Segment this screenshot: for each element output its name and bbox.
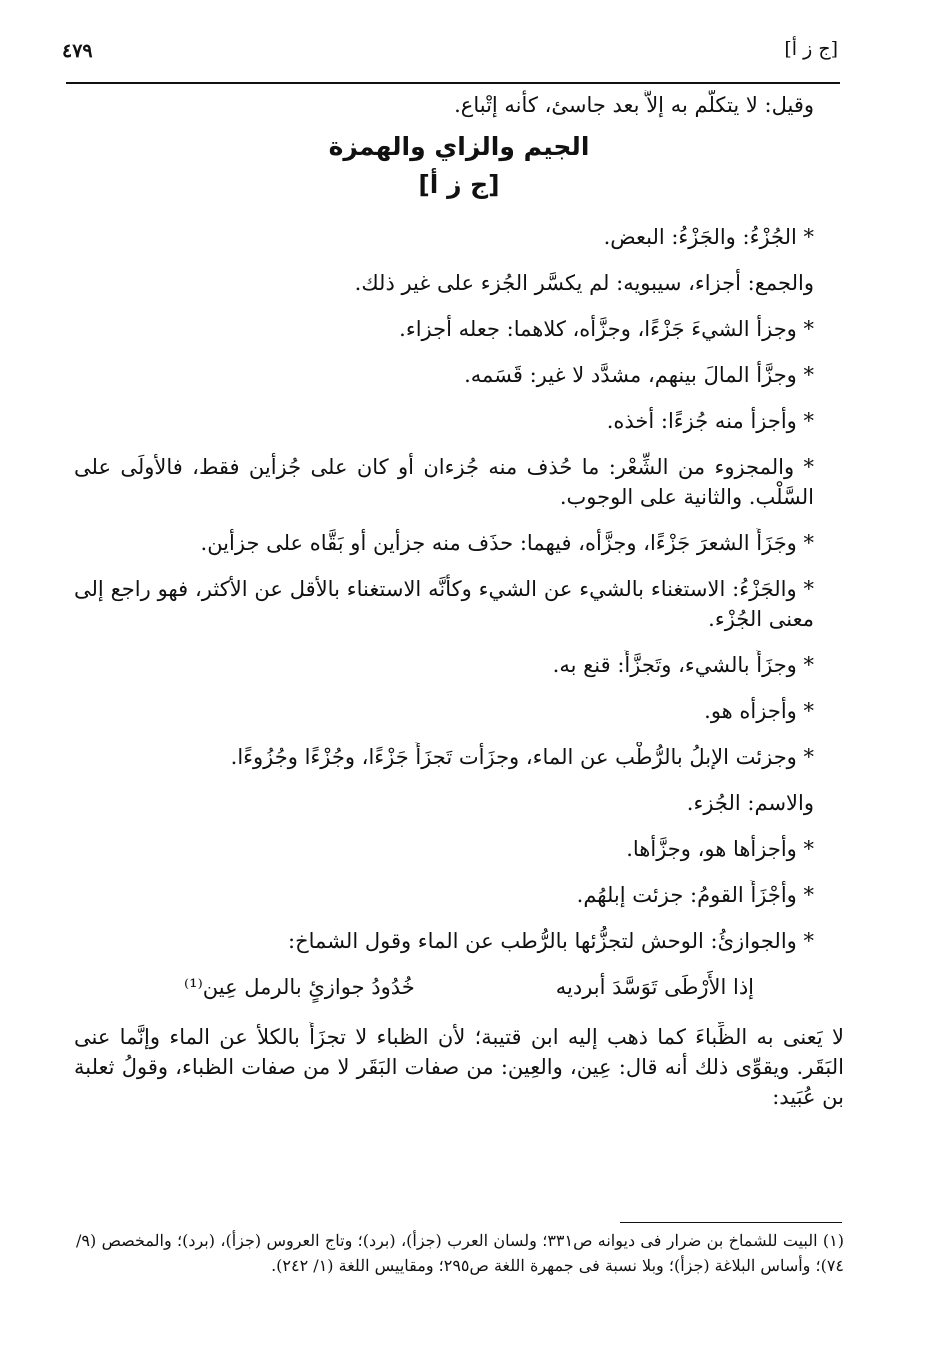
- entry-line: * وأجزأه هو.: [704, 699, 814, 723]
- entry-line: * وأجزأها هو، وجزَّأها.: [626, 837, 814, 861]
- footnote-rule: [620, 1222, 842, 1223]
- entry-paragraph: * والمجزوء من الشِّعْر: ما حُذف منه جُزءان أو كان على جُزأين فقط، فالأولَى على السَّلْب. والثانية على الوجوب.: [74, 455, 814, 509]
- main-text: [74, 90, 844, 1128]
- running-head: [ج ز أ]: [784, 38, 838, 60]
- entry-paragraph: لا يَعنى به الظِّباءَ كما ذهب إليه ابن قتيبة؛ لأن الظباء لا تجزَأُ بالكلأ عن الماء وإنَّما عنى البَقَر. ويقوِّى ذلك أنه قال: عِين، والعِين: من صفات البَقَر لا من صفات الظباء، وقولُ ثعلبة بن عُبَيد:: [74, 1025, 844, 1109]
- text-line: وقيل: لا يتكلَّم به إلاَّ بعد جاسئ، كأنه إتْباع.: [454, 93, 814, 117]
- entry-line: * الجُزْءُ: والجَزْءُ: البعض.: [603, 225, 814, 249]
- entry-line: * وجزَأَ بالشيء، وتَجزَّأَ: قنع به.: [552, 653, 814, 677]
- entry-paragraph: * والجَزْءُ: الاستغناء بالشيء عن الشيء وكأنَّه الاستغناء بالأقل عن الأكثر، فهو راجع إلى معنى الجُزْء.: [74, 577, 814, 631]
- section-title: الجيم والزاي والهمزة: [328, 132, 590, 161]
- verse-second-hemistich: خُدُودُ جوازئٍ بالرمل عِين⁽¹⁾: [184, 975, 415, 999]
- entry-line: * وجزَّأ المالَ بينهم، مشدَّد لا غير: قَسَمه.: [464, 363, 814, 387]
- entry-line: والاسم: الجُزء.: [686, 791, 814, 815]
- entry-line: * وجزأ الشيءَ جَزْءًا، وجزَّأه، كلاهما: جعله أجزاء.: [399, 317, 814, 341]
- entry-line: * وأجْزَأَ القومُ: جزئت إبلهُم.: [576, 883, 814, 907]
- entry-line: * وجزئت الإبلُ بالرُّطْب عن الماء، وجزَأت تَجزَأُ جَزْءًا، وجُزْءًا وجُزُوءًا.: [230, 745, 814, 769]
- header-rule: [66, 82, 840, 84]
- verse-first-hemistich: إذا الأَرْطَى تَوَسَّدَ أبرديه: [555, 975, 754, 999]
- entry-line: * وأجزأ منه جُزءًا: أخذه.: [606, 409, 814, 433]
- footnote: (١) البيت للشماخ بن ضرار فى ديوانه ص٣٣١؛ ولسان العرب (جزأ)، (برد)؛ وتاج العروس (جزأ)، (برد)؛ والمخصص (٩/ ٧٤)؛ وأساس البلاغة (جزأ)؛ وبلا نسبة فى جمهرة اللغة ص٢٩٥؛ ومقاييس اللغة (١/ ٢٤٢).: [76, 1231, 844, 1275]
- entry-line: * والجوازئُ: الوحش لتجزُّئها بالرُّطب عن الماء وقول الشماخ:: [288, 929, 814, 953]
- root-heading: [ج ز أ]: [418, 170, 500, 199]
- page-number: ٤٧٩: [62, 40, 93, 62]
- poetry-verse: [74, 972, 844, 1002]
- entry-line: والجمع: أجزاء، سيبويه: لم يكسَّر الجُزء على غير ذلك.: [354, 271, 814, 295]
- entry-line: * وجَزَأَ الشعرَ جَزْءًا، وجزَّأه، فيهما: حذَف منه جزأين أو بَقَّاه على جزأين.: [200, 531, 814, 555]
